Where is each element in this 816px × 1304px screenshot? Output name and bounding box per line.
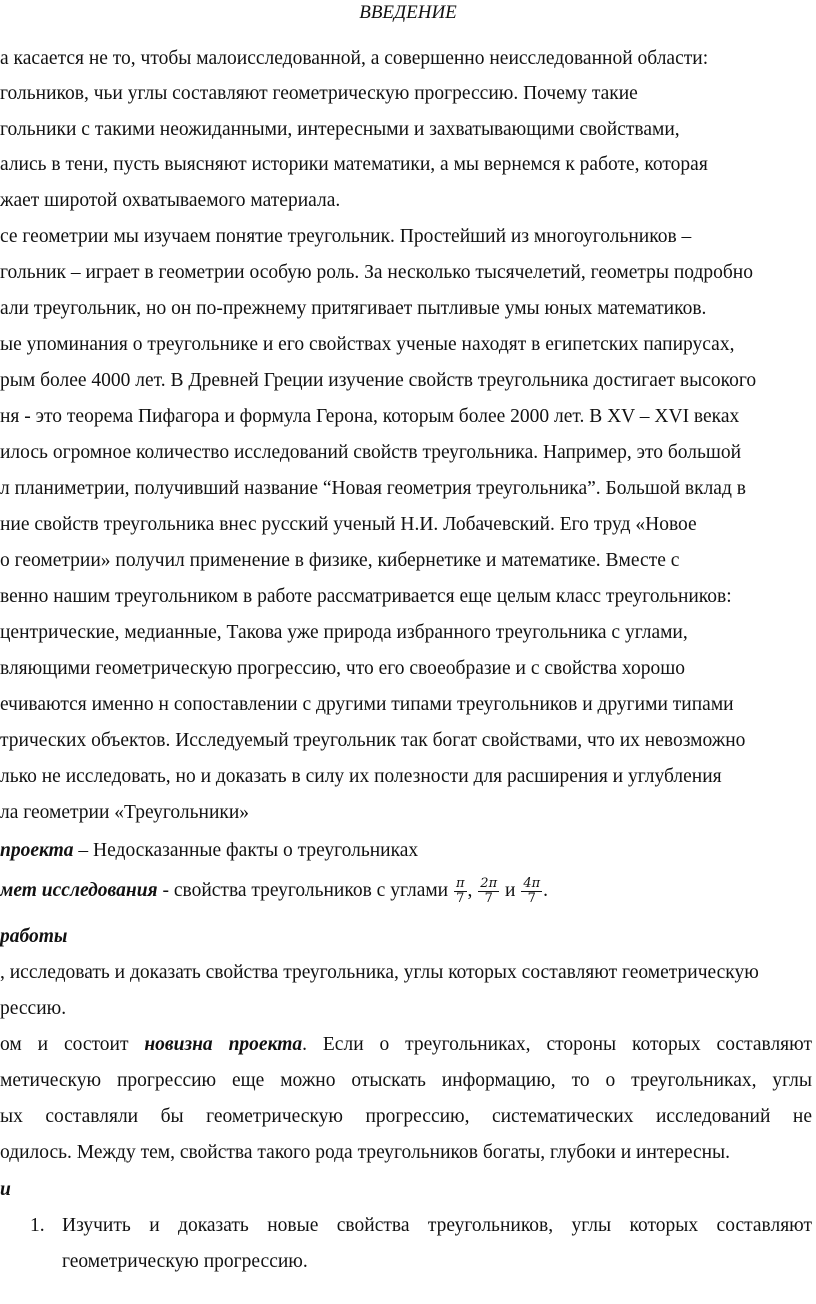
novelty-text-line: метическую прогрессию еще можно отыскать информацию, то о треугольниках, углы xyxy=(0,1070,812,1091)
text-line: рым более 4000 лет. В Древней Греции изучение свойств треугольника достигает высокого xyxy=(0,370,757,391)
text-line: жает широтой охватываемого материала. xyxy=(0,190,341,211)
project-topic-line xyxy=(0,839,816,863)
page-title: ВВЕДЕНИЕ xyxy=(359,2,457,23)
text-line: ла геометрии «Треугольники» xyxy=(0,802,250,823)
text-line: ались в тени, пусть выясняют историки математики, а мы вернемся к работе, которая xyxy=(0,154,708,175)
text-line: гольников, чьи углы составляют геометрическую прогрессию. Почему такие xyxy=(0,83,638,104)
task-text-line: Изучить и доказать новые свойства треугольников, углы которых составляют xyxy=(62,1215,812,1236)
novelty-post: . Если о треугольниках, стороны которых составляют xyxy=(302,1034,812,1055)
task-text-line: геометрическую прогрессию. xyxy=(62,1251,308,1272)
tasks-heading: и xyxy=(0,1179,11,1200)
text-line: гольник – играет в геометрии особую роль. За несколько тысячелетий, геометры подробно xyxy=(0,262,753,283)
period: . xyxy=(543,879,549,901)
project-topic-text: Недосказанные факты о треугольниках xyxy=(93,840,419,861)
text-line: илось огромное количество исследований свойств треугольника. Например, это большой xyxy=(0,442,742,463)
text-line: о геометрии» получил применение в физике, кибернетике и математике. Вместе с xyxy=(0,550,680,571)
fraction-4pi-7: $\frac{4\pi}{7}$ xyxy=(523,876,541,906)
research-subject-label: мет исследования xyxy=(0,879,158,901)
novelty-label: новизна проекта xyxy=(144,1034,303,1055)
text-line: ние свойств треугольника внес русский ученый Н.И. Лобачевский. Его труд «Новое xyxy=(0,514,697,535)
text-line: вляющими геометрическую прогрессию, что его своеобразие и с свойства хорошо xyxy=(0,658,685,679)
goal-heading: работы xyxy=(0,926,68,947)
topic-dash: – xyxy=(73,840,94,861)
project-topic-label: проекта xyxy=(0,840,74,861)
novelty-pre: ом и состоит xyxy=(0,1034,145,1055)
fraction-pi-7: $\frac{\pi}{7}$ xyxy=(456,876,465,906)
text-line: ня - это теорема Пифагора и формула Герона, которым более 2000 лет. В XV – XVI веках xyxy=(0,406,740,427)
task-number: 1. xyxy=(30,1215,45,1236)
text-line: гольники с такими неожиданными, интересными и захватывающими свойствами, xyxy=(0,119,680,140)
text-line: али треугольник, но он по-прежнему притягивает пытливые умы юных математиков. xyxy=(0,298,707,319)
goal-text-line: , исследовать и доказать свойства треугольника, углы которых составляют геометрическую xyxy=(0,962,759,983)
conjunction: и xyxy=(500,879,521,901)
text-line: лько не исследовать, но и доказать в силу их полезности для расширения и углубления xyxy=(0,766,722,787)
goal-text-line: рессию. xyxy=(0,998,67,1019)
novelty-text-line: одилось. Между тем, свойства такого рода треугольников богаты, глубоки и интересны. xyxy=(0,1142,731,1163)
research-subject-text: - свойства треугольников с углами xyxy=(157,879,453,901)
text-line: се геометрии мы изучаем понятие треугольник. Простейший из многоугольников – xyxy=(0,226,692,247)
fraction-2pi-7: $\frac{2\pi}{7}$ xyxy=(480,876,498,906)
text-line: ечиваются именно н сопоставлении с другими типами треугольников и другими типами xyxy=(0,694,734,715)
text-line: а касается не то, чтобы малоисследованной, а совершенно неисследованной области: xyxy=(0,48,709,69)
novelty-text-line: ых составляли бы геометрическую прогрессию, систематических исследований не xyxy=(0,1106,812,1127)
text-line: трических объектов. Исследуемый треугольник так богат свойствами, что их невозможно xyxy=(0,730,746,751)
text-line: л планиметрии, получивший название “Новая геометрия треугольника”. Большой вклад в xyxy=(0,478,746,499)
research-subject-line xyxy=(0,877,816,906)
separator: , xyxy=(467,879,478,901)
novelty-line xyxy=(0,1033,812,1057)
text-line: ые упоминания о треугольнике и его свойствах ученые находят в египетских папирусах, xyxy=(0,334,735,355)
text-line: венно нашим треугольником в работе рассматривается еще целым класс треугольников: xyxy=(0,586,732,607)
text-line: центрические, медианные, Такова уже природа избранного треугольника с углами, xyxy=(0,622,688,643)
